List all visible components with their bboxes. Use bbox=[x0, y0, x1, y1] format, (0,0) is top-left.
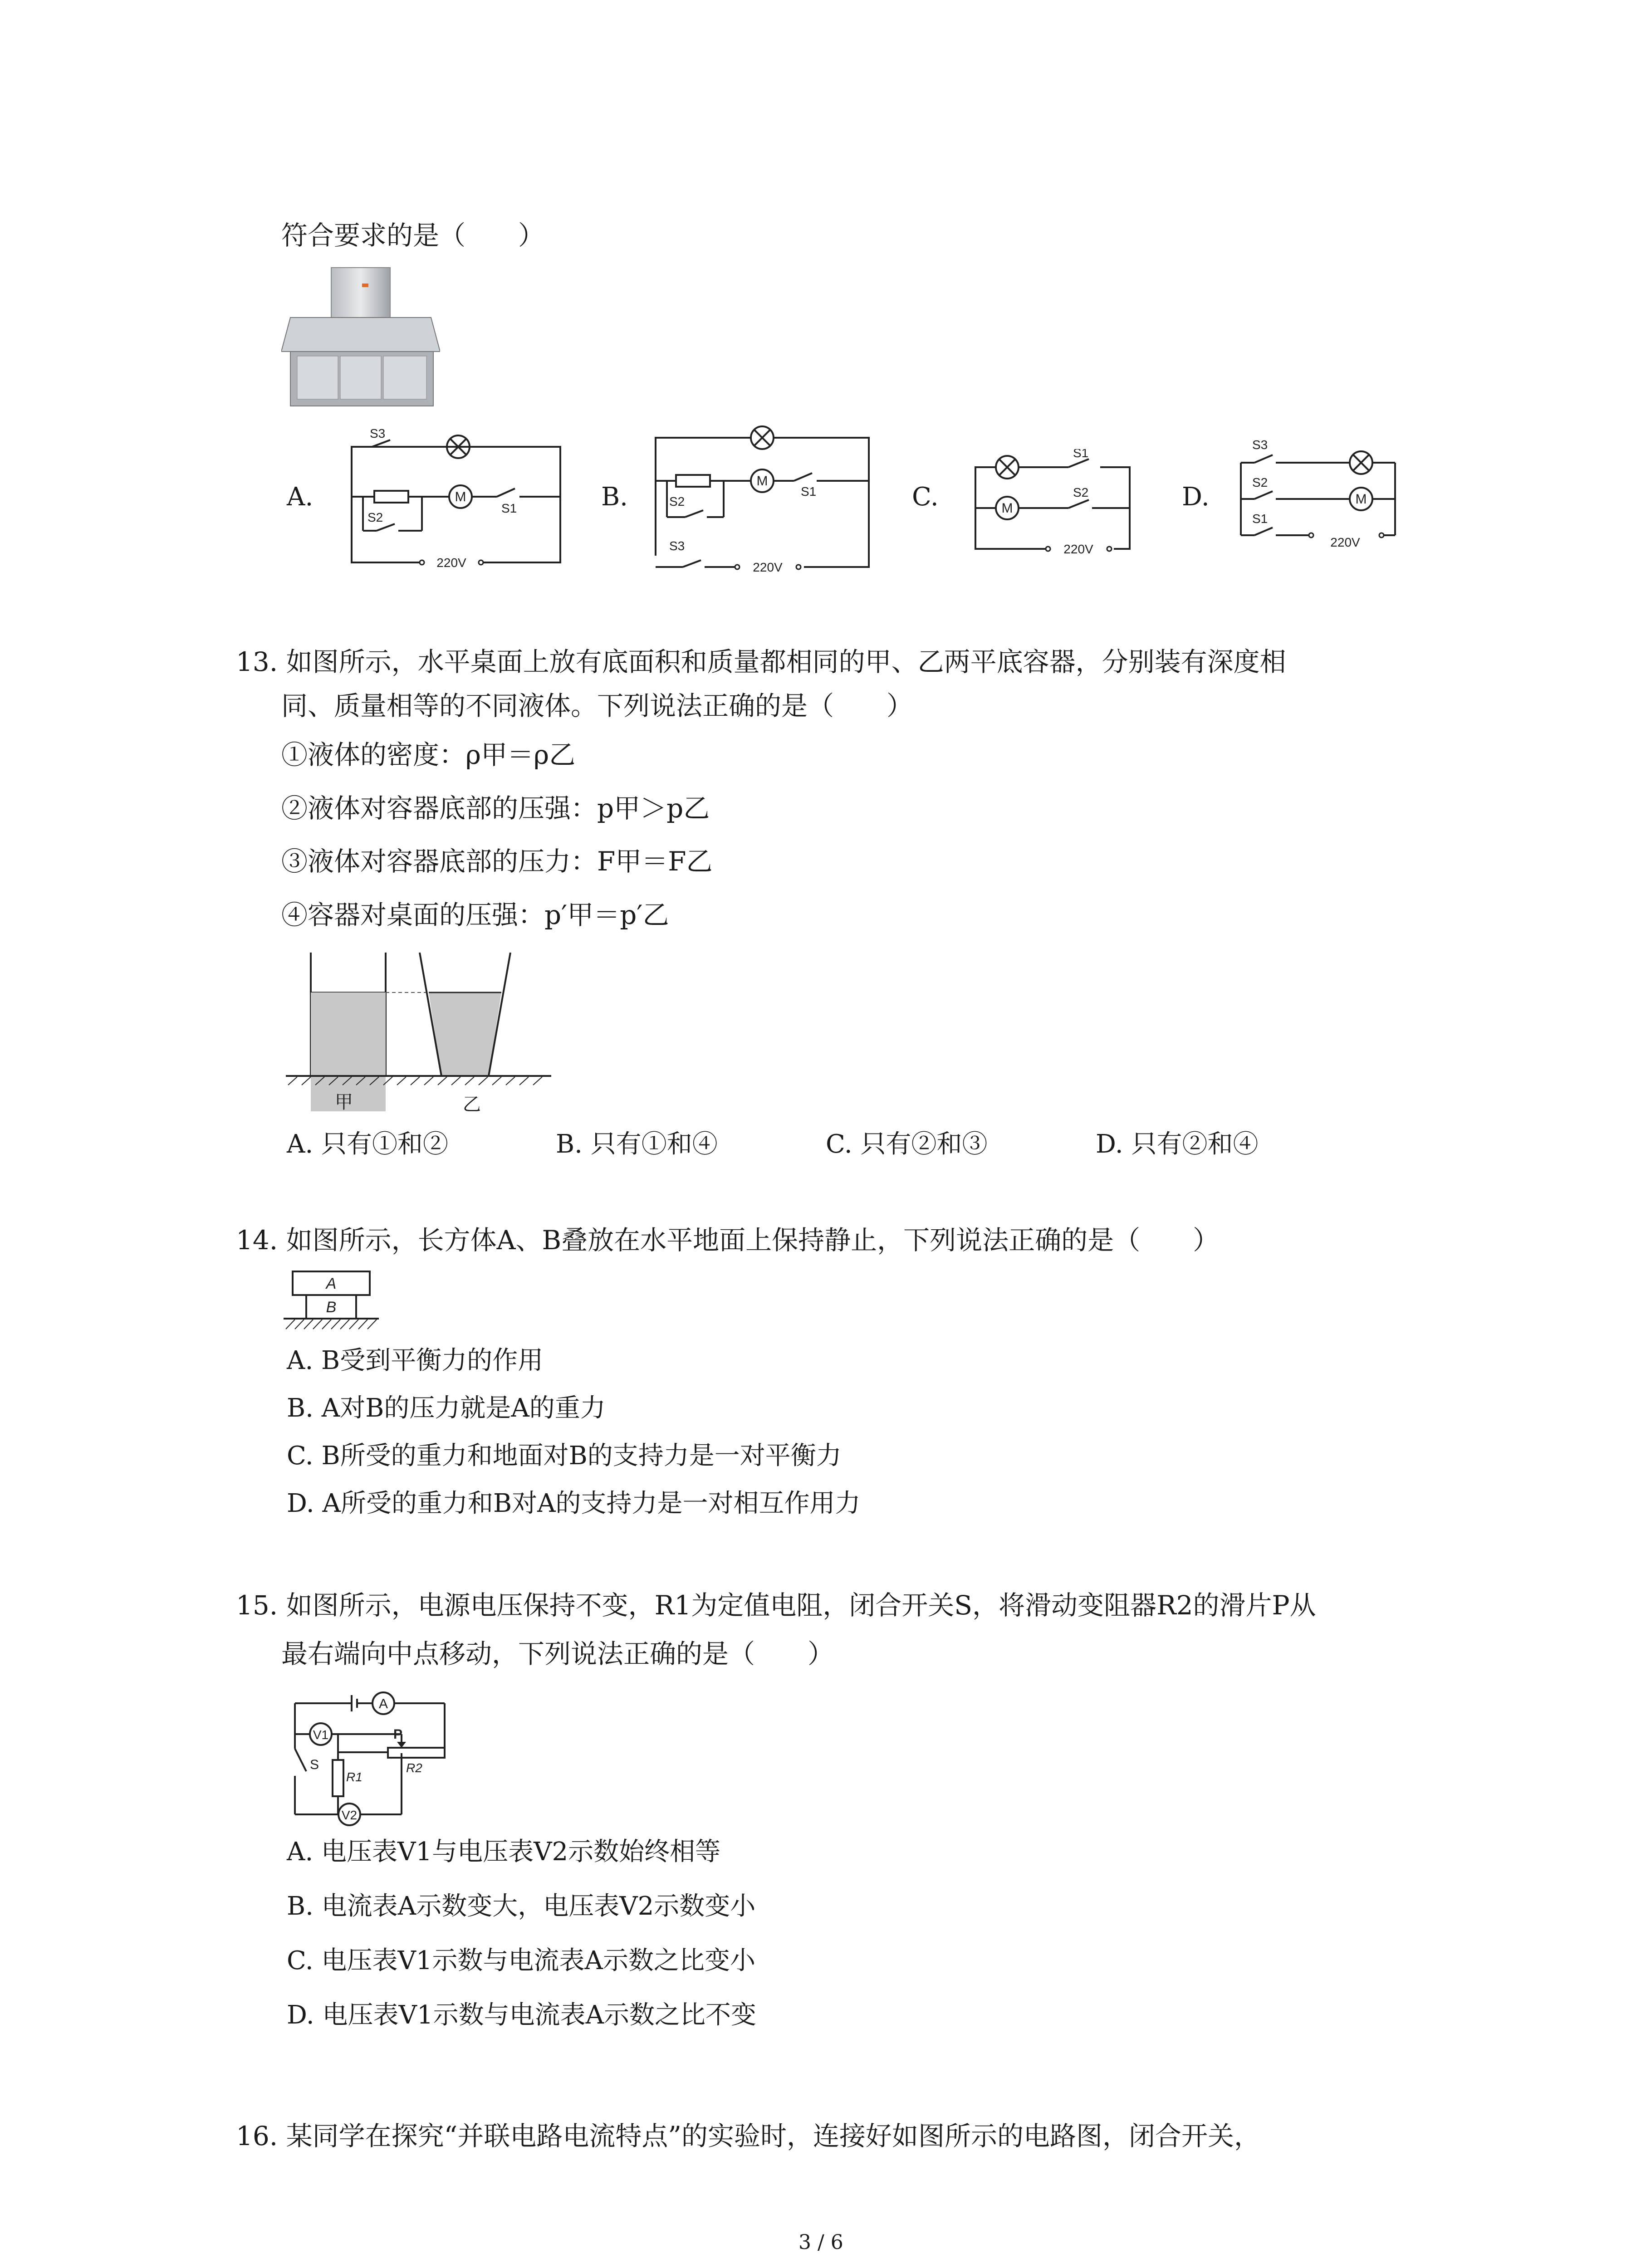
q16-stem-line1: 16. 某同学在探究“并联电路电流特点”的实验时，连接好如图所示的电路图，闭合开关， bbox=[236, 2121, 1260, 2151]
q12-option-a[interactable]: A. bbox=[287, 482, 314, 512]
q13-option-c[interactable]: C. 只有②和③ bbox=[826, 1129, 988, 1159]
q15-circuit-figure bbox=[288, 1685, 460, 1830]
voltage-label: 220V bbox=[436, 556, 466, 569]
s2-label: S2 bbox=[669, 494, 685, 508]
q12-circuit-b bbox=[649, 424, 876, 574]
q13-option-b[interactable]: B. 只有①和④ bbox=[556, 1129, 718, 1159]
q14-blocks-figure bbox=[284, 1268, 379, 1340]
q14-option-a[interactable]: A. B受到平衡力的作用 bbox=[287, 1346, 544, 1375]
q12-circuit-d bbox=[1234, 433, 1402, 556]
motor-label: M bbox=[1355, 492, 1367, 507]
voltage-label: 220V bbox=[1330, 535, 1360, 549]
q13-option-a[interactable]: A. 只有①和② bbox=[287, 1129, 449, 1159]
q13-containers-figure bbox=[284, 953, 556, 1111]
q13-statement-1: ①液体的密度：ρ甲＝ρ乙 bbox=[281, 739, 576, 770]
page-number: 3 / 6 bbox=[798, 2231, 843, 2254]
q15-option-d[interactable]: D. 电压表V1示数与电流表A示数之比不变 bbox=[287, 2000, 757, 2030]
motor-label: M bbox=[455, 489, 466, 504]
block-a-label: A bbox=[326, 1275, 337, 1292]
r2-label: R2 bbox=[406, 1761, 422, 1775]
switch-label: S bbox=[310, 1757, 319, 1772]
q12-stem-end: 符合要求的是（ ） bbox=[281, 220, 545, 251]
q15-option-b[interactable]: B. 电流表A示数变大，电压表V2示数变小 bbox=[287, 1892, 756, 1921]
q13-statement-2: ②液体对容器底部的压强：p甲＞p乙 bbox=[281, 793, 710, 824]
s1-label: S1 bbox=[501, 501, 517, 515]
q14-stem: 14. 如图所示，长方体A、B叠放在水平地面上保持静止，下列说法正确的是（ ） bbox=[236, 1225, 1220, 1256]
q12-circuit-c bbox=[969, 449, 1136, 558]
r1-label: R1 bbox=[346, 1770, 362, 1784]
q13-stem-line2: 同、质量相等的不同液体。下列说法正确的是（ ） bbox=[281, 690, 913, 721]
q12-option-b[interactable]: B. bbox=[601, 482, 628, 512]
s2-label: S2 bbox=[367, 510, 383, 524]
s1-label: S1 bbox=[1073, 449, 1089, 460]
q14-option-d[interactable]: D. A所受的重力和B对A的支持力是一对相互作用力 bbox=[287, 1489, 861, 1518]
slider-label: P bbox=[393, 1727, 403, 1742]
q13-stem-line1: 13. 如图所示，水平桌面上放有底面积和质量都相同的甲、乙两平底容器，分别装有深度相 bbox=[236, 646, 1286, 677]
s3-label: S3 bbox=[1252, 438, 1268, 452]
s3-label: S3 bbox=[370, 426, 386, 440]
q13-statement-4: ④容器对桌面的压强：p′甲＝p′乙 bbox=[281, 899, 669, 930]
q14-option-b[interactable]: B. A对B的压力就是A的重力 bbox=[287, 1393, 606, 1423]
s3-label: S3 bbox=[669, 539, 685, 553]
q15-stem-line2: 最右端向中点移动，下列说法正确的是（ ） bbox=[281, 1638, 834, 1669]
range-hood-image bbox=[281, 265, 440, 411]
q12-option-d[interactable]: D. bbox=[1182, 482, 1210, 512]
s2-label: S2 bbox=[1073, 485, 1089, 499]
s2-label: S2 bbox=[1252, 475, 1268, 489]
q15-option-c[interactable]: C. 电压表V1示数与电流表A示数之比变小 bbox=[287, 1946, 755, 1975]
block-b-label: B bbox=[326, 1299, 337, 1316]
s1-label: S1 bbox=[801, 484, 817, 499]
s1-label: S1 bbox=[1252, 512, 1268, 526]
v1-label: V1 bbox=[313, 1728, 329, 1742]
v2-label: V2 bbox=[341, 1808, 358, 1822]
q13-option-d[interactable]: D. 只有②和④ bbox=[1096, 1129, 1259, 1159]
motor-label: M bbox=[1001, 501, 1013, 516]
q12-circuit-a bbox=[345, 420, 563, 569]
q13-statement-3: ③液体对容器底部的压力：F甲＝F乙 bbox=[281, 846, 713, 877]
voltage-label: 220V bbox=[753, 560, 783, 574]
q14-option-c[interactable]: C. B所受的重力和地面对B的支持力是一对平衡力 bbox=[287, 1441, 842, 1471]
q12-option-c[interactable]: C. bbox=[912, 482, 939, 512]
q15-stem-line1: 15. 如图所示，电源电压保持不变，R1为定值电阻，闭合开关S，将滑动变阻器R2的滑片P从 bbox=[236, 1590, 1316, 1621]
motor-label: M bbox=[756, 474, 768, 489]
q13-label-yi: 乙 bbox=[463, 1094, 481, 1115]
q13-label-jia: 甲 bbox=[335, 1092, 353, 1113]
ammeter-label: A bbox=[378, 1696, 388, 1711]
voltage-label: 220V bbox=[1063, 542, 1093, 556]
q15-option-a[interactable]: A. 电压表V1与电压表V2示数始终相等 bbox=[287, 1837, 721, 1867]
